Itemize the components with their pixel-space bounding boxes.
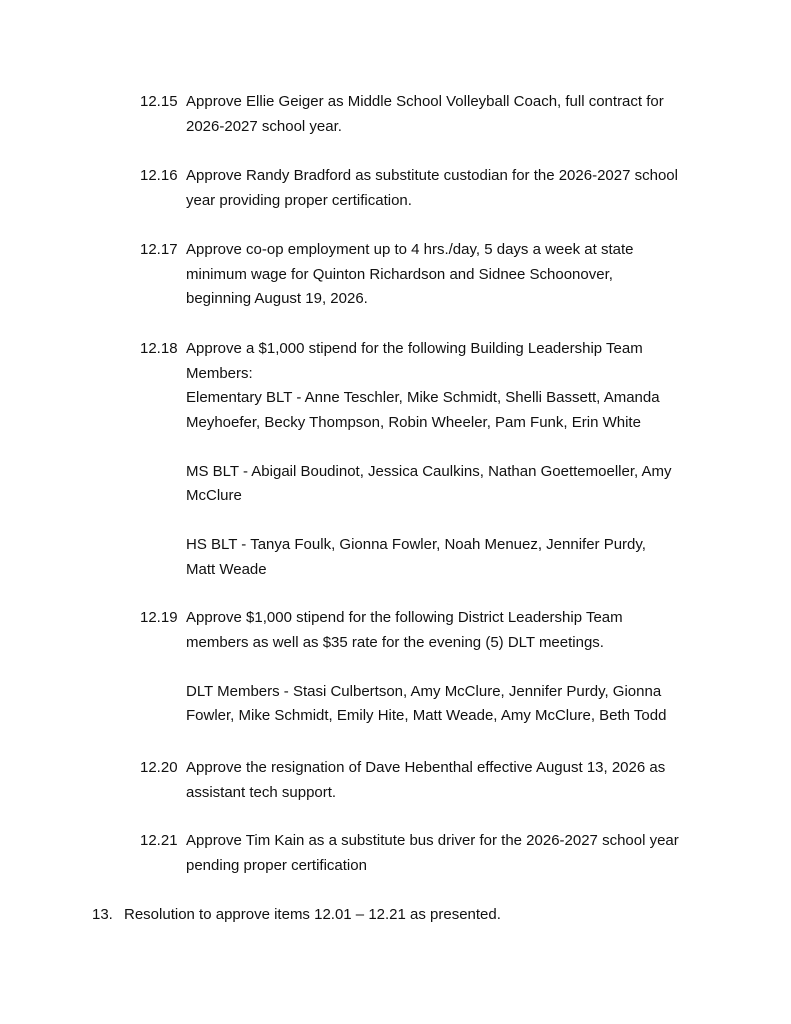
item-line: Members:	[186, 364, 253, 382]
agenda-item-12-19	[140, 606, 740, 729]
item-line: Matt Weade	[186, 560, 267, 578]
item-number: 12.17	[140, 241, 178, 258]
item-line: Approve Ellie Geiger as Middle School Volleyball Coach, full contract for	[186, 93, 664, 110]
item-number: 12.19	[140, 609, 178, 626]
paragraph-gap	[186, 509, 740, 534]
agenda-item-12-17	[140, 238, 740, 312]
item-text	[186, 90, 740, 139]
paragraph-gap	[186, 435, 740, 460]
item-number: 12.18	[140, 340, 178, 357]
item-line: Approve Randy Bradford as substitute custodian for the 2026-2027 school	[186, 167, 678, 184]
item-line: Approve Tim Kain as a substitute bus driver for the 2026-2027 school year	[186, 832, 679, 849]
item-line: pending proper certification	[186, 856, 367, 874]
agenda-item-12-15	[140, 90, 740, 139]
item-line: minimum wage for Quinton Richardson and Sidnee Schoonover,	[186, 265, 613, 283]
item-line: DLT Members - Stasi Culbertson, Amy McClure, Jennifer Purdy, Gionna	[186, 682, 662, 700]
item-line: year providing proper certification.	[186, 191, 412, 209]
paragraph-gap	[186, 655, 740, 680]
agenda-item-12-18	[140, 337, 740, 582]
resolution-item	[92, 903, 501, 928]
item-text	[186, 606, 740, 729]
resolution-text: Resolution to approve items 12.01 – 12.21 as presented.	[124, 906, 501, 923]
agenda-item-12-20	[140, 756, 740, 805]
item-number: 12.16	[140, 167, 178, 184]
item-line: Approve the resignation of Dave Hebenthal effective August 13, 2026 as	[186, 759, 666, 776]
item-text	[186, 337, 740, 582]
item-line: members as well as $35 rate for the evening (5) DLT meetings.	[186, 633, 604, 651]
item-line: Approve co-op employment up to 4 hrs./day, 5 days a week at state	[186, 241, 634, 258]
item-text	[186, 756, 740, 805]
item-line: Approve a $1,000 stipend for the following Building Leadership Team	[186, 340, 643, 357]
item-line: Fowler, Mike Schmidt, Emily Hite, Matt Weade, Amy McClure, Beth Todd	[186, 707, 667, 724]
item-line: Approve $1,000 stipend for the following District Leadership Team	[186, 609, 623, 626]
item-line: beginning August 19, 2026.	[186, 290, 368, 307]
item-text	[186, 238, 740, 312]
item-line: MS BLT - Abigail Boudinot, Jessica Caulkins, Nathan Goettemoeller, Amy	[186, 462, 672, 480]
agenda-item-12-16	[140, 164, 740, 213]
item-number: 12.20	[140, 759, 178, 776]
item-text	[186, 829, 740, 878]
item-line: 2026-2027 school year.	[186, 117, 342, 135]
item-line: assistant tech support.	[186, 783, 337, 801]
item-line: McClure	[186, 487, 242, 504]
item-line: Elementary BLT - Anne Teschler, Mike Schmidt, Shelli Bassett, Amanda	[186, 389, 660, 406]
item-number: 12.21	[140, 832, 178, 849]
item-text	[186, 164, 740, 213]
item-line: HS BLT - Tanya Foulk, Gionna Fowler, Noah Menuez, Jennifer Purdy,	[186, 536, 646, 553]
agenda-item-12-21	[140, 829, 740, 878]
resolution-number: 13.	[92, 906, 113, 923]
item-number: 12.15	[140, 93, 178, 110]
item-line: Meyhoefer, Becky Thompson, Robin Wheeler, Pam Funk, Erin White	[186, 413, 641, 431]
